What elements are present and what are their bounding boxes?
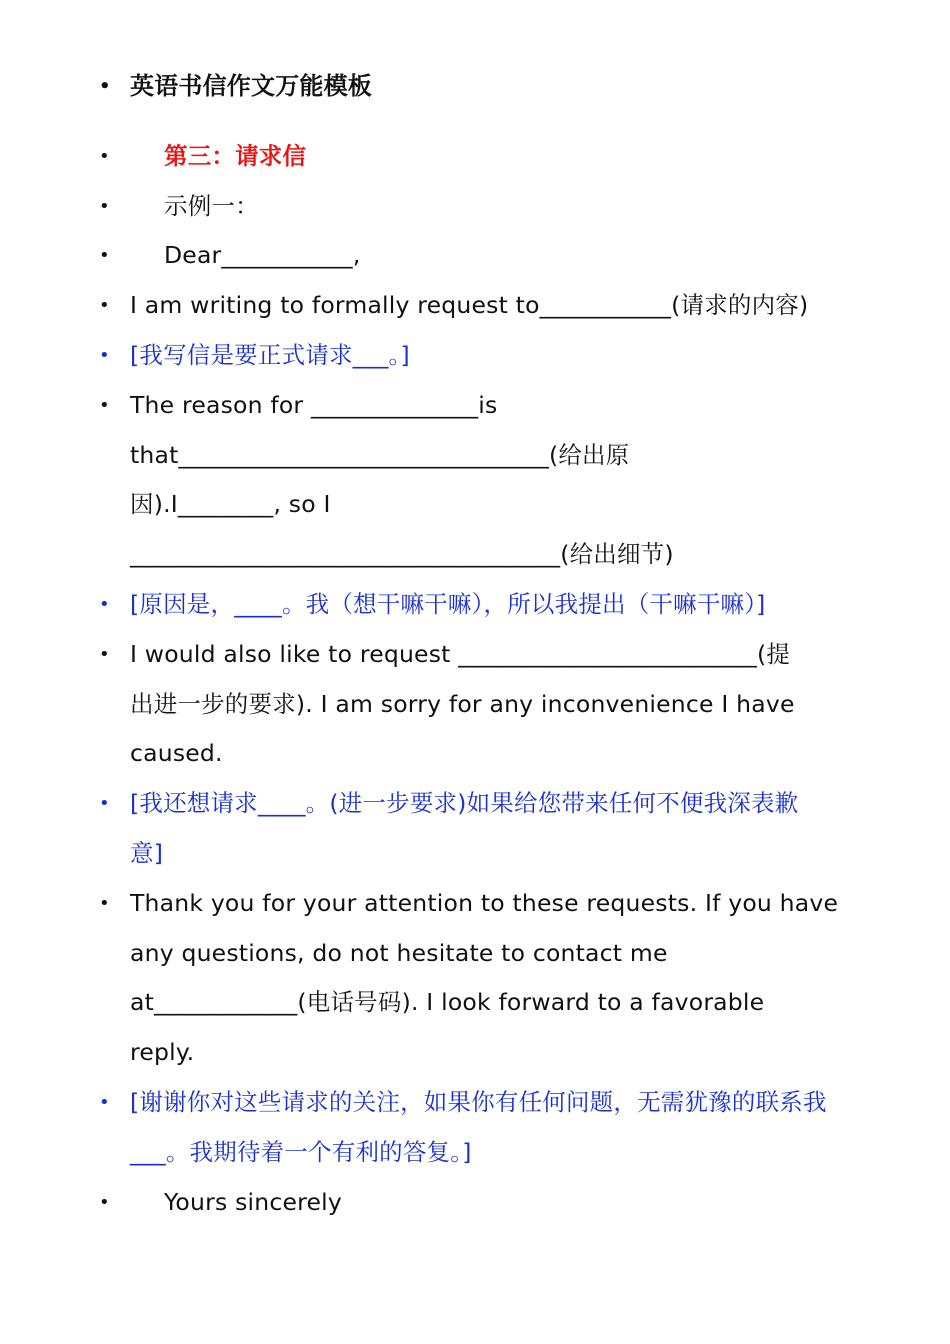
paragraph-cn bbox=[0, 1078, 950, 1178]
bullet-icon: • bbox=[99, 145, 110, 167]
example-label-item bbox=[0, 182, 950, 232]
bullet-icon: • bbox=[99, 1091, 110, 1113]
paragraph-line: [我还想请求____。(进一步要求)如果给您带来任何不便我深表歉 bbox=[130, 789, 799, 818]
paragraph-line: The reason for ______________is bbox=[130, 390, 498, 419]
bullet-icon: • bbox=[99, 245, 110, 267]
paragraph-en bbox=[0, 630, 950, 779]
document-title-item bbox=[0, 62, 950, 112]
bullet-icon: • bbox=[99, 643, 110, 665]
salutation-item bbox=[0, 231, 950, 281]
bullet-icon: • bbox=[99, 76, 111, 97]
closing-item bbox=[0, 1178, 950, 1228]
paragraph-line: caused. bbox=[130, 739, 223, 768]
bullet-icon: • bbox=[99, 1191, 110, 1213]
paragraph-cn bbox=[0, 779, 950, 879]
paragraph-cn bbox=[0, 580, 950, 630]
paragraph-line: 意] bbox=[130, 838, 164, 867]
paragraph-en bbox=[0, 281, 950, 331]
bullet-icon: • bbox=[99, 892, 110, 914]
paragraph-en bbox=[0, 879, 950, 1078]
bullet-icon: • bbox=[99, 344, 110, 366]
paragraph-line: any questions, do not hesitate to contact me bbox=[130, 938, 668, 967]
example-label: 示例一： bbox=[164, 191, 259, 220]
paragraph-line: at____________(电话号码). I look forward to a favorable bbox=[130, 988, 765, 1017]
salutation: Dear___________, bbox=[164, 241, 361, 270]
paragraph-line: I would also like to request _________________________(提 bbox=[130, 639, 791, 668]
bullet-icon: • bbox=[99, 394, 110, 416]
bullet-icon: • bbox=[99, 295, 110, 317]
paragraph-line: that_______________________________(给出原 bbox=[130, 440, 630, 469]
closing: Yours sincerely bbox=[164, 1187, 342, 1216]
paragraph-cn bbox=[0, 331, 950, 381]
section-heading-item bbox=[0, 132, 950, 182]
paragraph-line: [谢谢你对这些请求的关注，如果你有任何问题，无需犹豫的联系我 bbox=[130, 1087, 827, 1116]
paragraph-line: 出进一步的要求). I am sorry for any inconvenience I have bbox=[130, 689, 795, 718]
paragraph-line: Thank you for your attention to these requests. If you have bbox=[130, 888, 839, 917]
paragraph-line: ____________________________________(给出细节) bbox=[130, 540, 674, 569]
bullet-icon: • bbox=[99, 793, 110, 815]
bullet-icon: • bbox=[99, 195, 110, 217]
paragraph-line: ___。我期待着一个有利的答复。] bbox=[130, 1137, 472, 1166]
paragraph-line: I am writing to formally request to___________(请求的内容) bbox=[130, 291, 809, 320]
paragraph-en bbox=[0, 381, 950, 580]
paragraph-line: [原因是，____。我（想干嘛干嘛），所以我提出（干嘛干嘛）] bbox=[130, 589, 766, 618]
paragraph-line: 因).I________, so I bbox=[130, 490, 331, 519]
bullet-icon: • bbox=[99, 593, 110, 615]
paragraph-line: [我写信是要正式请求___。] bbox=[130, 340, 410, 369]
paragraph-line: reply. bbox=[130, 1038, 195, 1067]
section-heading: 第三：请求信 bbox=[164, 141, 307, 170]
document-title: 英语书信作文万能模板 bbox=[130, 72, 372, 100]
document-page bbox=[0, 62, 950, 1227]
